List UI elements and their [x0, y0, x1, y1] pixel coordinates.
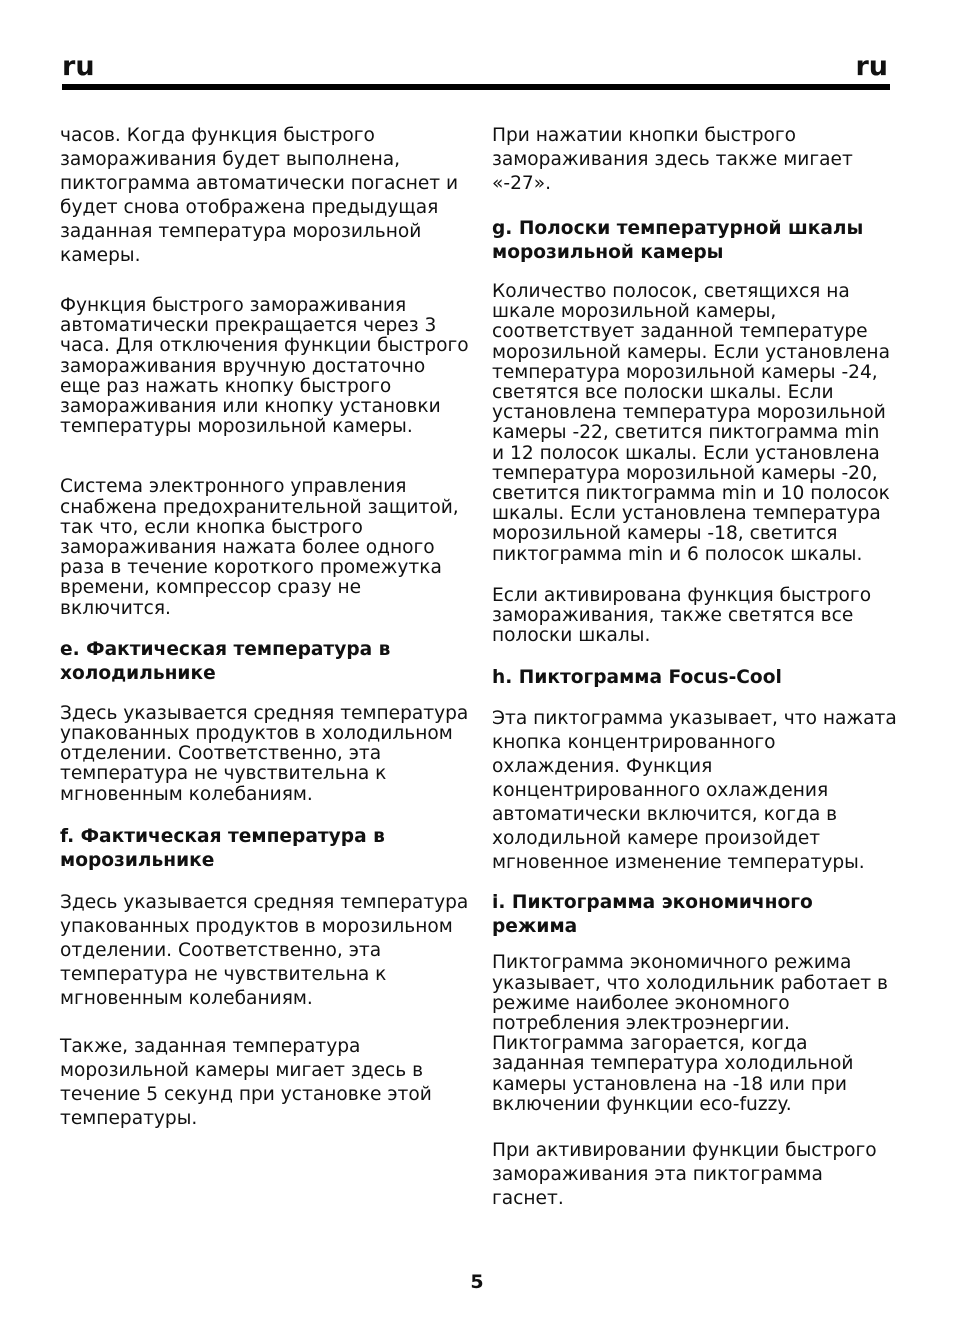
- paragraph-section-f-setting: Также, заданная температура морозильной камеры мигает здесь в течение 5 секунд при установке этой температуры.: [60, 1035, 432, 1129]
- header-language-right: ru: [855, 51, 888, 82]
- paragraph-section-g-quick-freeze: Если активирована функция быстрого замораживания, также светятся все полоски шкалы.: [492, 584, 872, 647]
- paragraph-section-h: Эта пиктограмма указывает, что нажата кнопка концентрированного охлаждения. Функция концентрированного охлаждения автоматически включится, когда в холодильной камере произойдет мгновенное изменение температуры.: [492, 708, 897, 874]
- paragraph-quick-freeze-blink: При нажатии кнопки быстрого замораживания здесь также мигает «-27».: [492, 125, 853, 194]
- paragraph-quick-freeze-auto-stop: Функция быстрого замораживания автоматически прекращается через 3 часа. Для отключения функции быстрого замораживания вручную достаточно еще раз нажать кнопку быстрого замораживания или кнопку установки температуры морозильной камеры.: [60, 295, 469, 438]
- page-number: 5: [470, 1271, 484, 1293]
- paragraph-section-f: Здесь указывается средняя температура упакованных продуктов в морозильном отделении. Соответственно, эта температура не чувствительна к мгновенным колебаниям.: [60, 891, 469, 1009]
- header-language-left: ru: [62, 51, 95, 82]
- paragraph-quick-freeze-end: часов. Когда функция быстрого замораживания будет выполнена, пиктограмма автоматически погаснет и будет снова отображена предыдущая заданная температура морозильной камеры.: [60, 125, 459, 266]
- heading-section-g: g. Полоски температурной шкалы морозильной камеры: [492, 218, 864, 263]
- heading-section-f: f. Фактическая температура в морозильнике: [60, 825, 385, 871]
- header-divider: [62, 84, 890, 90]
- paragraph-section-i: Пиктограмма экономичного режима указывает, что холодильник работает в режиме наиболее экономного потребления электроэнергии. Пиктограмма загорается, когда заданная температура холодильной камеры установлена на -18 или при включении функции eco-fuzzy.: [492, 952, 888, 1115]
- paragraph-section-e: Здесь указывается средняя температура упакованных продуктов в холодильном отделении. Соответственно, эта температура не чувствительна к мгновенным колебаниям.: [60, 702, 469, 805]
- paragraph-protection-system: Система электронного управления снабжена предохранительной защитой, так что, если кнопка быстрого замораживания нажата более одного раза в течение короткого промежутка времени, компрессор сразу не включится.: [60, 476, 459, 619]
- heading-section-i: i. Пиктограмма экономичного режима: [492, 892, 813, 938]
- heading-section-e: e. Фактическая температура в холодильнике: [60, 638, 391, 684]
- paragraph-section-g: Количество полосок, светящихся на шкале морозильной камеры, соответствует заданной температуре морозильной камеры. Если установлена температура морозильной камеры -24, светятся все полоски шкалы. Если установлена температура морозильной камеры -22, светится пиктограмма min и 12 полосок шкалы. Если установлена температура морозильной камеры -20, светится пиктограмма min и 10 полосок шкалы. Если установлена температура морозильной камеры -18, светится пиктограмма min и 6 полосок шкалы.: [492, 281, 890, 565]
- left-column: [60, 124, 470, 1131]
- heading-section-h: h. Пиктограмма Focus-Cool: [492, 667, 782, 689]
- paragraph-section-i-quick-freeze: При активировании функции быстрого замораживания эта пиктограмма гаснет.: [492, 1140, 877, 1210]
- right-column: [492, 124, 897, 1211]
